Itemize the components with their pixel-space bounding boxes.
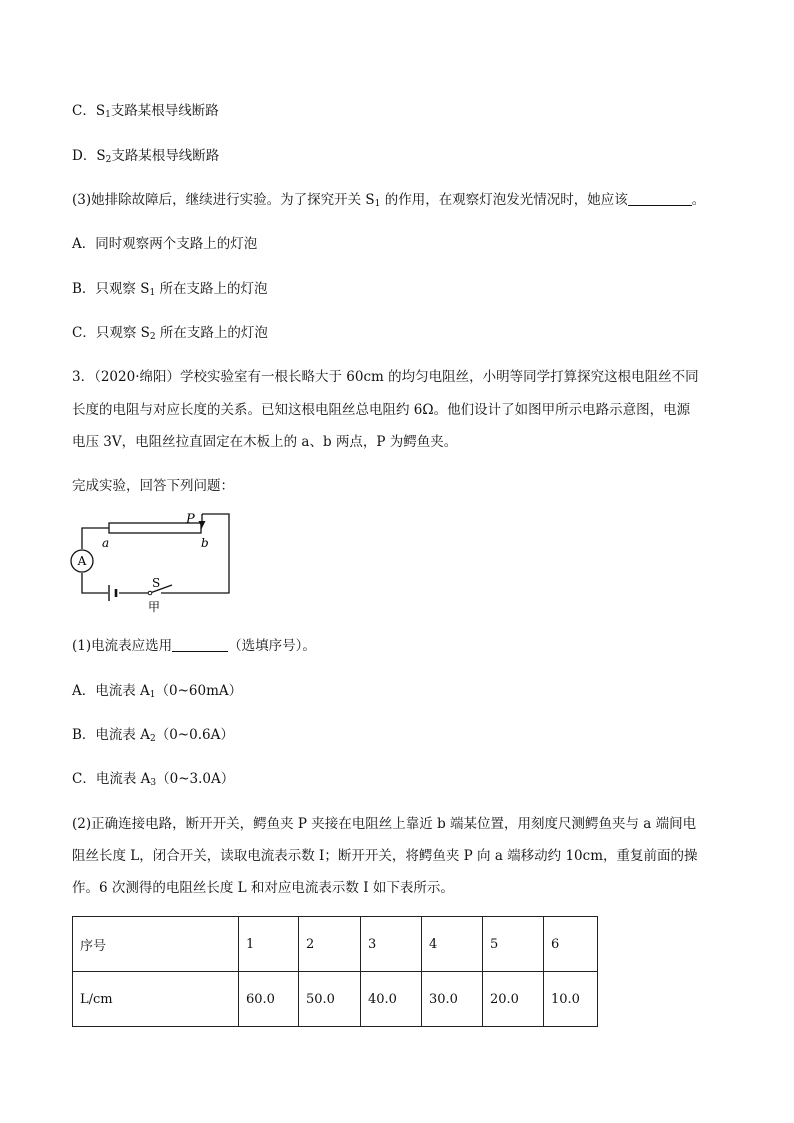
label-p: P — [186, 512, 195, 527]
q3-part2-line-2: 阻丝长度 L，闭合开关，读取电流表示数 I；断开开关，将鳄鱼夹 P 向 a 端移动约 10cm，重复前面的操 — [72, 848, 698, 864]
q3-intro-line-2: 长度的电阻与对应长度的关系。已知这根电阻丝总电阻约 6Ω。他们设计了如图甲所示电路示意图，电源 — [72, 402, 691, 418]
circuit-diagram — [66, 505, 246, 615]
q3-intro-line-3: 电压 3V，电阻丝拉直固定在木板上的 a、b 两点，P 为鳄鱼夹。 — [72, 434, 458, 450]
answer-blank[interactable] — [628, 191, 692, 206]
data-table — [72, 916, 598, 1027]
label-b: b — [201, 536, 209, 550]
table-cell: 5 — [483, 917, 544, 972]
table-cell: 1 — [239, 917, 299, 972]
q2-part3-option-b: B．只观察 $S_1$ 所在支路上的灯泡 — [72, 281, 268, 298]
table-row — [73, 972, 598, 1027]
q2-part3-question: (3)她排除故障后，继续进行实验。为了探究开关 $S_1$ 的作用，在观察灯泡发光情况时，她应该 。 — [72, 192, 706, 209]
q3-part1-option-a: A．电流表 $A_1(0\sim 60mA)$ — [72, 683, 243, 700]
table-cell: 序号 — [73, 917, 239, 972]
figure-caption: 甲 — [148, 600, 161, 614]
q2-part3-option-c: C．只观察 $S_2$ 所在支路上的灯泡 — [72, 325, 268, 342]
q3-part1-question: (1)电流表应选用 （选填序号）。 — [72, 638, 316, 654]
table-cell: 3 — [361, 917, 422, 972]
table-row — [73, 917, 598, 972]
table-cell: 2 — [299, 917, 361, 972]
q3-part2-line-1: (2)正确连接电路，断开开关，鳄鱼夹 P 夹接在电阻丝上靠近 b 端某位置，用刻度尺测鳄鱼夹与 a 端间电 — [72, 816, 697, 832]
table-cell: 4 — [422, 917, 483, 972]
table-cell: 40.0 — [361, 972, 422, 1027]
ammeter-label: A — [77, 554, 87, 568]
q3-part1-option-c: C．电流表 $A_3(0\sim 3.0A)$ — [72, 771, 235, 788]
table-cell: L/cm — [73, 972, 239, 1027]
q3-part2-line-3: 作。6 次测得的电阻丝长度 L 和对应电流表示数 I 如下表所示。 — [72, 880, 454, 896]
table-cell: 20.0 — [483, 972, 544, 1027]
table-cell: 10.0 — [544, 972, 598, 1027]
table-cell: 30.0 — [422, 972, 483, 1027]
label-s: S — [152, 576, 161, 590]
table-cell: 6 — [544, 917, 598, 972]
table-cell: 60.0 — [239, 972, 299, 1027]
q3-prompt: 完成实验，回答下列问题： — [72, 478, 234, 494]
answer-blank[interactable] — [172, 637, 228, 652]
q2-option-c: C．$S_1$支路某根导线断路 — [72, 103, 219, 120]
switch-contact — [148, 591, 152, 595]
q3-part1-option-b: B．电流表 $A_2(0\sim 0.6A)$ — [72, 727, 234, 744]
table-cell: 50.0 — [299, 972, 361, 1027]
label-a: a — [102, 536, 110, 550]
q2-option-d: D．$S_2$支路某根导线断路 — [72, 148, 220, 165]
q2-part3-option-a: A．同时观察两个支路上的灯泡 — [72, 236, 258, 252]
q3-intro-line-1: 3．（2020·绵阳）学校实验室有一根长略大于 60cm 的均匀电阻丝，小明等同学打算探究这根电阻丝不同 — [72, 369, 699, 385]
